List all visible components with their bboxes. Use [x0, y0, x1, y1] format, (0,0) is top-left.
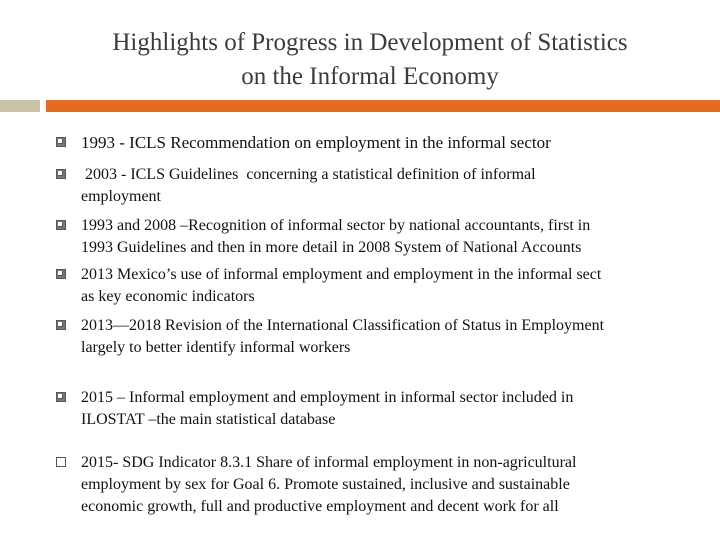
bullet-text-6: [81, 387, 701, 431]
square-bullet-icon: [56, 320, 66, 330]
bullet-line: 2013—2018 Revision of the International Classification of Status in Employment: [81, 317, 605, 334]
bullet-line: 1993 and 2008 –Recognition of informal sector by national accountants, first in: [81, 217, 591, 234]
bullet-text-3: [81, 215, 701, 259]
bullet-line: largely to better identify informal workers: [81, 339, 351, 356]
square-bullet-icon: [56, 392, 66, 402]
bullet-text-1: [81, 132, 701, 154]
bullet-line: 2015 – Informal employment and employment in informal sector included in: [81, 389, 574, 406]
slide-title-line-1: Highlights of Progress in Development of Statistics: [112, 29, 628, 56]
bullet-text-7: [81, 452, 701, 518]
bullet-line: as key economic indicators: [81, 288, 255, 305]
square-bullet-icon: [56, 169, 66, 179]
square-bullet-icon: [56, 269, 66, 279]
bullet-line: 2015- SDG Indicator 8.3.1 Share of informal employment in non-agricultural: [81, 454, 577, 471]
square-bullet-icon: [56, 220, 66, 230]
bullet-line: ILOSTAT –the main statistical database: [81, 411, 336, 428]
bullet-line: 1993 Guidelines and then in more detail in 2008 System of National Accounts: [81, 239, 582, 256]
slide-title-line-2: on the Informal Economy: [241, 63, 499, 90]
bullet-text-2: [81, 164, 701, 208]
bullet-text-4: [81, 264, 701, 308]
bullet-line: economic growth, full and productive employment and decent work for all: [81, 498, 559, 515]
bullet-line: employment by sex for Goal 6. Promote sustained, inclusive and sustainable: [81, 476, 570, 493]
bullet-line: 1993 - ICLS Recommendation on employment in the informal sector: [81, 133, 551, 152]
bullet-line: 2013 Mexico’s use of informal employment and employment in the informal sect: [81, 266, 602, 283]
bullet-line: 2003 - ICLS Guidelines concerning a statistical definition of informal: [81, 166, 536, 183]
bullet-line: employment: [81, 188, 161, 205]
square-bullet-icon: [56, 137, 66, 147]
bullet-text-5: [81, 315, 701, 359]
empty-square-bullet-icon: [56, 457, 66, 467]
